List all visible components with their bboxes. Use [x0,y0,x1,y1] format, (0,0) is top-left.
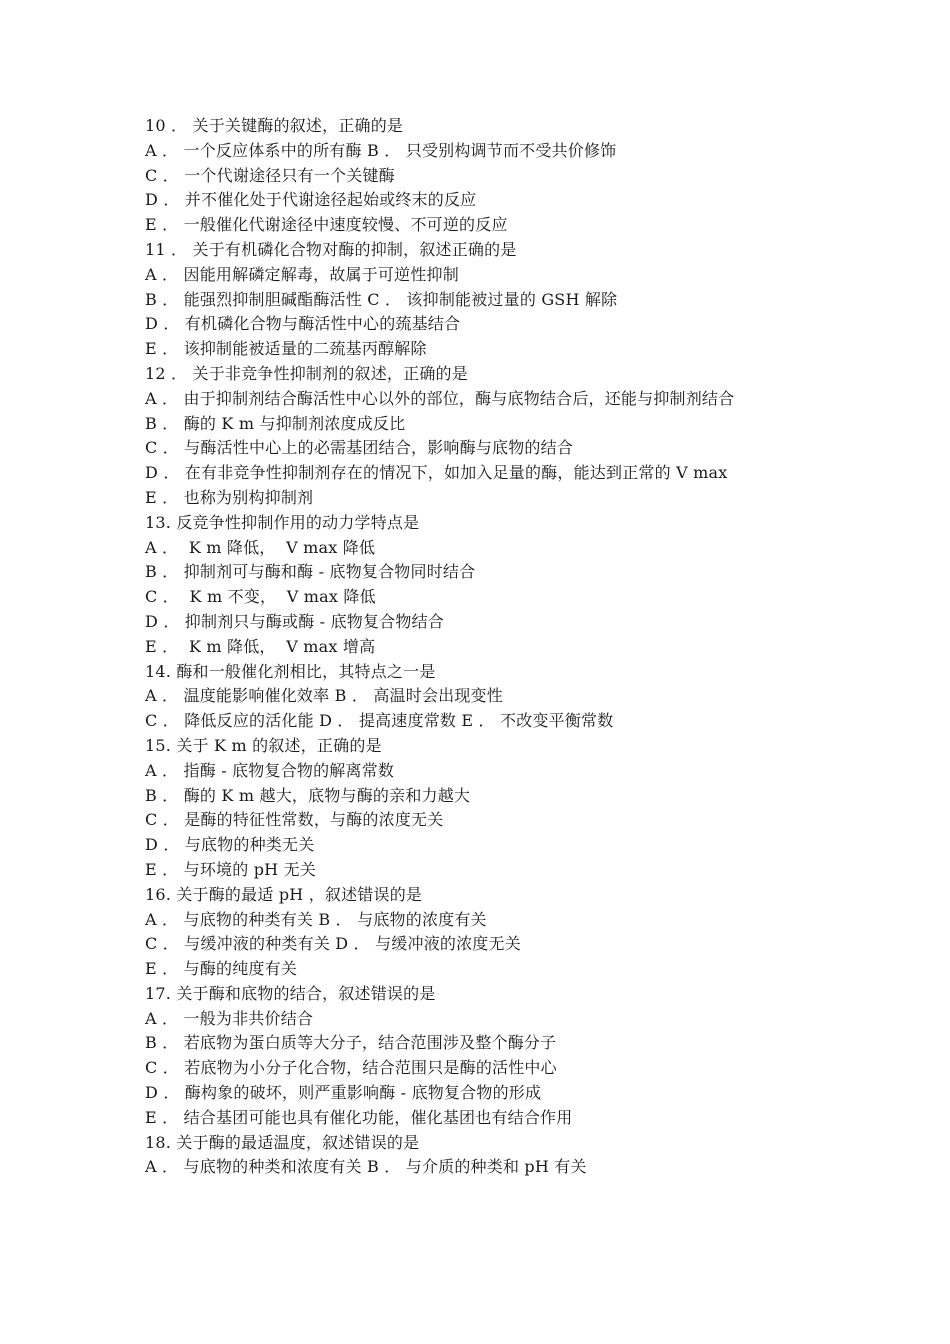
question-15-option-e: E ． 与环境的 pH 无关 [145,859,317,879]
question-17-option-e: E ． 结合基团可能也具有催化功能，催化基团也有结合作用 [145,1107,573,1127]
question-10-option-e: E ． 一般催化代谢途径中速度较慢、不可逆的反应 [145,215,508,235]
question-11-option-d: D ． 有机磷化合物与酶活性中心的巯基结合 [145,314,461,334]
question-12-option-a: A ． 由于抑制剂结合酶活性中心以外的部位，酶与底物结合后，还能与抑制剂结合 [145,388,735,408]
question-13-option-a: A ． K m 降低， V max 降低 [145,537,376,557]
question-13-option-d: D ． 抑制剂只与酶或酶 - 底物复合物结合 [145,611,444,631]
question-16-option-a-b: A ． 与底物的种类有关 B ． 与底物的浓度有关 [145,909,487,929]
question-15-stem: 15. 关于 K m 的叙述，正确的是 [145,735,382,755]
question-18-stem: 18. 关于酶的最适温度，叙述错误的是 [145,1132,420,1152]
question-17-stem: 17. 关于酶和底物的结合，叙述错误的是 [145,983,436,1003]
question-11-option-a: A ． 因能用解磷定解毒，故属于可逆性抑制 [145,264,459,284]
question-11-stem: 11 ． 关于有机磷化合物对酶的抑制，叙述正确的是 [145,239,517,259]
question-17-option-c: C ． 若底物为小分子化合物，结合范围只是酶的活性中心 [145,1058,557,1078]
question-16-stem: 16. 关于酶的最适 pH ，叙述错误的是 [145,884,423,904]
question-17-option-d: D ． 酶构象的破坏，则严重影响酶 - 底物复合物的形成 [145,1083,542,1103]
question-11-option-b-c: B ． 能强烈抑制胆碱酯酶活性 C ． 该抑制能被过量的 GSH 解除 [145,289,618,309]
question-10-option-a-b: A ． 一个反应体系中的所有酶 B ． 只受别构调节而不受共价修饰 [145,140,617,160]
question-12-option-d: D ． 在有非竞争性抑制剂存在的情况下，如加入足量的酶，能达到正常的 V max [145,463,728,483]
document-text [145,114,815,1180]
question-10-option-d: D ． 并不催化处于代谢途径起始或终末的反应 [145,190,477,210]
question-12-option-e: E ． 也称为别构抑制剂 [145,487,314,507]
question-15-option-d: D ． 与底物的种类无关 [145,835,315,855]
question-14-option-c-d-e: C ． 降低反应的活化能 D ． 提高速度常数 E ． 不改变平衡常数 [145,711,614,731]
question-12-option-b: B ． 酶的 K m 与抑制剂浓度成反比 [145,413,406,433]
question-14-stem: 14. 酶和一般催化剂相比，其特点之一是 [145,661,436,681]
question-11-option-e: E ． 该抑制能被适量的二巯基丙醇解除 [145,339,427,359]
question-10-stem: 10 ． 关于关键酶的叙述，正确的是 [145,116,404,135]
question-10-option-c: C ． 一个代谢途径只有一个关键酶 [145,165,395,185]
question-12-stem: 12 ． 关于非竞争性抑制剂的叙述，正确的是 [145,363,468,383]
question-13-option-b: B ． 抑制剂可与酶和酶 - 底物复合物同时结合 [145,562,476,582]
question-12-option-c: C ． 与酶活性中心上的必需基团结合，影响酶与底物的结合 [145,438,574,458]
question-17-option-a: A ． 一般为非共价结合 [145,1008,314,1028]
question-13-option-c: C ． K m 不变， V max 降低 [145,587,376,607]
question-16-option-e: E ． 与酶的纯度有关 [145,959,298,979]
question-15-option-c: C ． 是酶的特征性常数，与酶的浓度无关 [145,810,444,830]
question-13-stem: 13. 反竞争性抑制作用的动力学特点是 [145,512,420,532]
question-15-option-b: B ． 酶的 K m 越大，底物与酶的亲和力越大 [145,785,471,805]
question-15-option-a: A ． 指酶 - 底物复合物的解离常数 [145,760,395,780]
question-17-option-b: B ． 若底物为蛋白质等大分子，结合范围涉及整个酶分子 [145,1033,557,1053]
question-18-option-a-b: A ． 与底物的种类和浓度有关 B ． 与介质的种类和 pH 有关 [145,1157,587,1177]
question-13-option-e: E ． K m 降低， V max 增高 [145,636,376,656]
question-14-option-a-b: A ． 温度能影响催化效率 B ． 高温时会出现变性 [145,686,503,706]
question-16-option-c-d: C ． 与缓冲液的种类有关 D ． 与缓冲液的浓度无关 [145,934,521,954]
